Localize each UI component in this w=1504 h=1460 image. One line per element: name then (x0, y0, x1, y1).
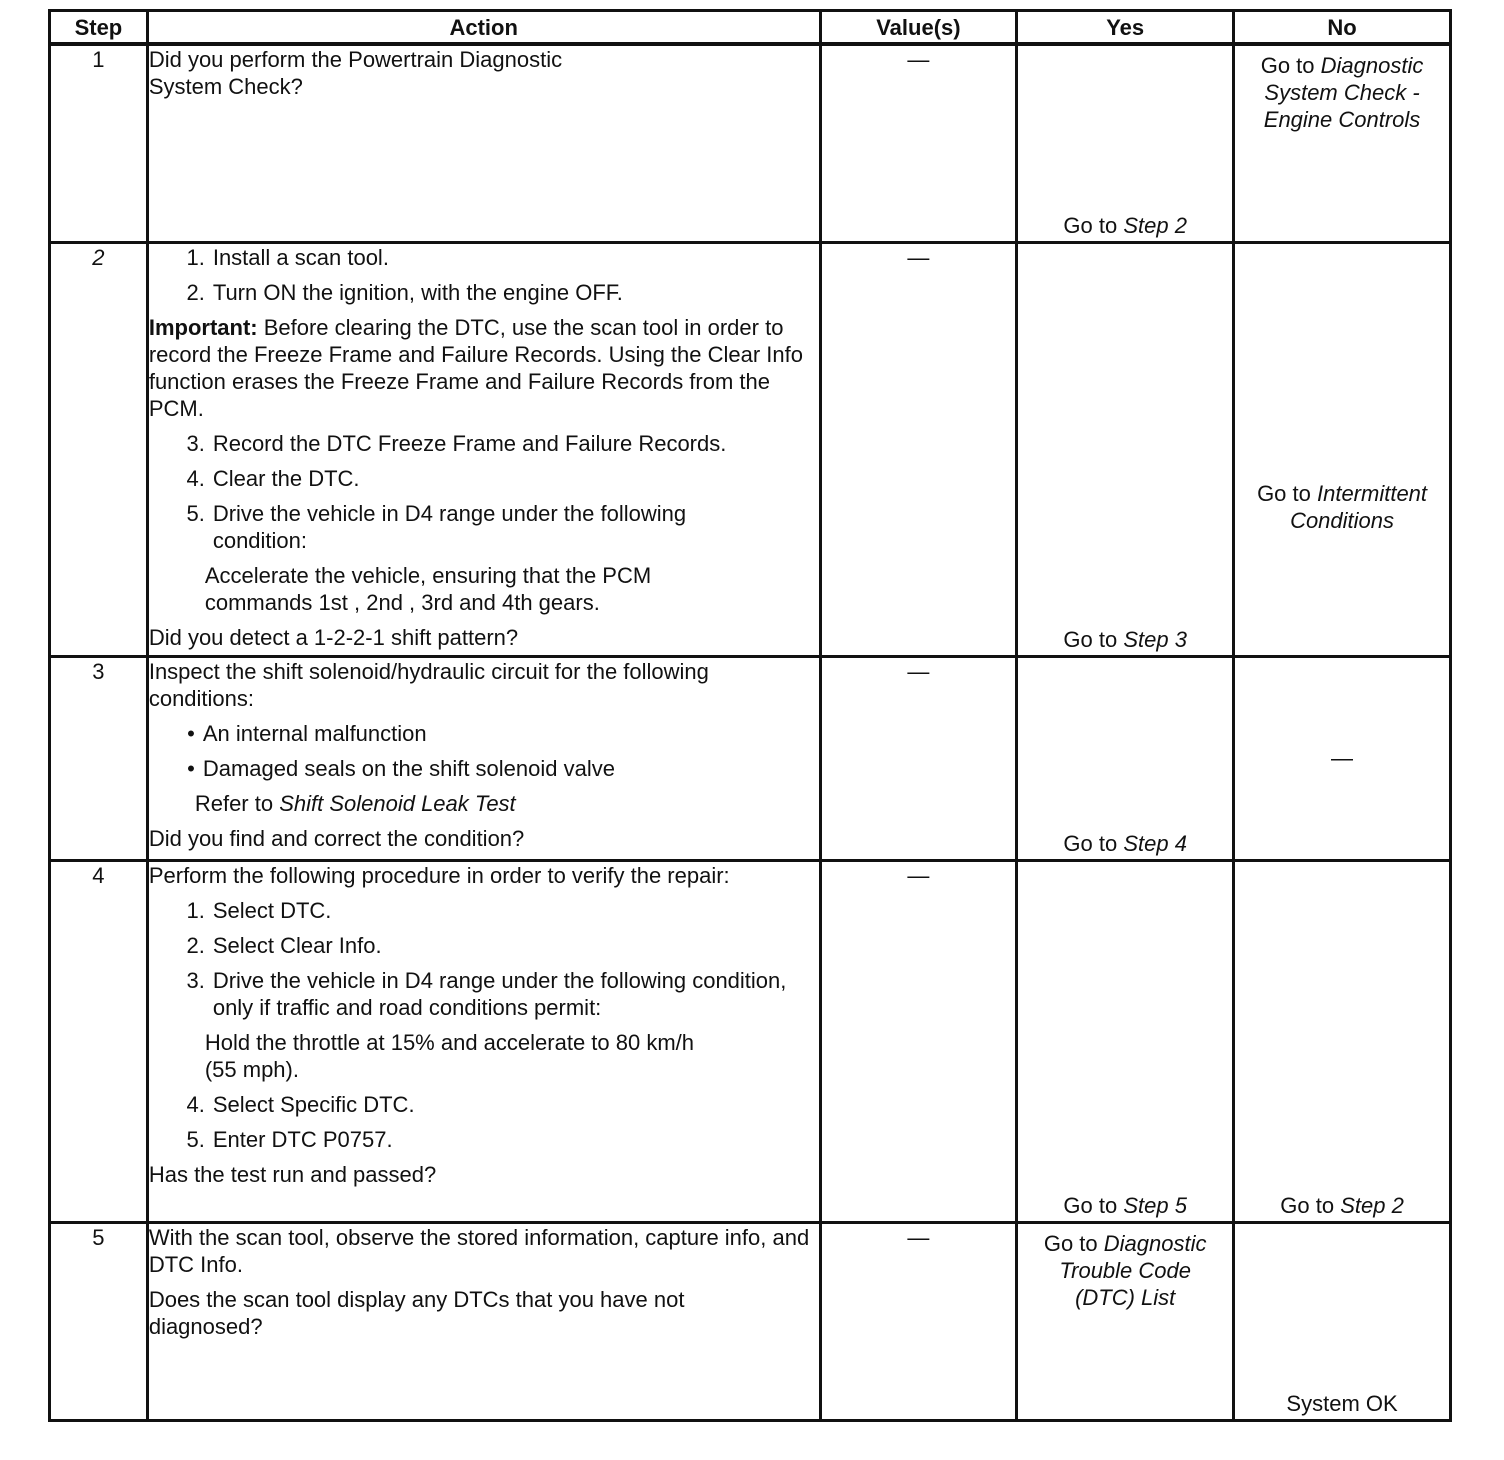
yes-prefix: Go to (1063, 830, 1124, 856)
list-item (149, 430, 819, 457)
no-cell (1234, 242, 1451, 656)
list-subtext: Hold the throttle at 15% and accelerate to 80 km/h (55 mph). (204, 1029, 695, 1082)
list-subtext: Accelerate the vehicle, ensuring that the PCM commands 1st , 2nd , 3rd and 4th gears. (204, 562, 652, 615)
list-number: 1. (186, 244, 205, 270)
value-dash: — (907, 47, 930, 72)
table-row (50, 656, 1451, 860)
bullet-text: An internal malfunction (202, 720, 427, 746)
no-link[interactable] (1235, 1192, 1449, 1219)
important-note (149, 314, 819, 422)
list-number: 5. (186, 1126, 205, 1152)
list-number: 2. (186, 279, 205, 305)
important-label: Important: (148, 314, 258, 340)
table-row (50, 242, 1451, 656)
header-yes: Yes (1017, 11, 1234, 45)
action-cell (147, 860, 820, 1222)
header-action: Action (147, 11, 820, 45)
step-number: 2 (50, 242, 148, 656)
yes-target: Step 4 (1123, 830, 1187, 856)
list-item (149, 1126, 819, 1153)
yes-cell (1017, 44, 1234, 242)
yes-prefix: Go to (1063, 626, 1124, 652)
list-text: Turn ON the ignition, with the engine OFF. (212, 279, 623, 305)
value-dash: — (907, 1224, 930, 1250)
step-number: 3 (50, 656, 148, 860)
action-cell (147, 44, 820, 242)
value-dash: — (907, 862, 930, 888)
no-cell (1234, 44, 1451, 242)
question-text: Did you detect a 1-2-2-1 shift pattern? (148, 624, 519, 650)
yes-link[interactable] (1018, 626, 1232, 653)
refer-link[interactable]: Shift Solenoid Leak Test (279, 790, 516, 816)
intro-text: Perform the following procedure in order to verify the repair: (148, 862, 730, 888)
list-number: 4. (186, 465, 205, 491)
body-text: With the scan tool, observe the stored information, capture info, and DTC Info. (148, 1224, 810, 1277)
no-link[interactable] (1235, 46, 1449, 133)
yes-prefix: Go to (1043, 1230, 1104, 1256)
no-cell (1234, 656, 1451, 860)
bullet-glyph: • (187, 720, 195, 746)
no-target: Step 2 (1340, 1192, 1404, 1218)
list-text: Drive the vehicle in D4 range under the following condition: (212, 500, 687, 553)
list-item (149, 465, 819, 492)
bullet-item (149, 720, 819, 747)
action-cell (147, 1222, 820, 1420)
bullet-item (149, 755, 819, 782)
list-number: 3. (186, 430, 205, 456)
list-text: Record the DTC Freeze Frame and Failure Records. (212, 430, 727, 456)
action-cell (147, 656, 820, 860)
yes-target: Diagnostic Trouble Code (DTC) List (1059, 1230, 1207, 1310)
step-number: 4 (50, 860, 148, 1222)
no-cell (1234, 860, 1451, 1222)
yes-cell (1017, 656, 1234, 860)
question-text: Does the scan tool display any DTCs that you have not diagnosed? (148, 1286, 685, 1339)
yes-link[interactable] (1018, 1192, 1232, 1219)
value-cell (820, 656, 1017, 860)
table-row (50, 44, 1451, 242)
list-item (149, 279, 819, 306)
value-dash: — (907, 658, 930, 684)
yes-target: Step 5 (1123, 1192, 1187, 1218)
list-item (149, 500, 819, 554)
list-number: 3. (186, 967, 205, 993)
list-text: Enter DTC P0757. (212, 1126, 393, 1152)
yes-cell (1017, 860, 1234, 1222)
intro-text: Inspect the shift solenoid/hydraulic circuit for the following conditions: (148, 658, 709, 711)
header-values: Value(s) (820, 11, 1017, 45)
header-row (50, 11, 1451, 45)
yes-link[interactable] (1018, 1224, 1232, 1311)
no-prefix: Go to (1260, 53, 1321, 78)
yes-target: Step 3 (1123, 626, 1187, 652)
list-number: 5. (186, 500, 205, 526)
yes-cell (1017, 1222, 1234, 1420)
list-text: Select DTC. (212, 897, 332, 923)
value-dash: — (907, 244, 930, 270)
value-cell (820, 44, 1017, 242)
list-number: 4. (186, 1091, 205, 1117)
yes-prefix: Go to (1063, 1192, 1124, 1218)
yes-target: Step 2 (1123, 212, 1187, 238)
no-value: System OK (1286, 1390, 1398, 1416)
table-row (50, 860, 1451, 1222)
refer-prefix: Refer to (194, 790, 280, 816)
list-text: Select Specific DTC. (212, 1091, 415, 1117)
no-link[interactable] (1235, 480, 1449, 534)
action-cell (147, 242, 820, 656)
value-cell (820, 860, 1017, 1222)
list-item (149, 1091, 819, 1118)
step-number: 5 (50, 1222, 148, 1420)
value-cell (820, 242, 1017, 656)
no-value: — (1331, 745, 1354, 771)
no-prefix: Go to (1257, 480, 1317, 506)
no-target: Intermittent Conditions (1290, 480, 1428, 533)
header-step: Step (50, 11, 148, 45)
table-row (50, 1222, 1451, 1420)
list-number: 1. (186, 897, 205, 923)
no-cell (1234, 1222, 1451, 1420)
bullet-text: Damaged seals on the shift solenoid valve (202, 755, 615, 781)
refer-text (195, 790, 819, 817)
bullet-glyph: • (187, 755, 195, 781)
yes-link[interactable] (1018, 830, 1232, 857)
question-text: Has the test run and passed? (148, 1161, 437, 1187)
no-target: Diagnostic System Check - Engine Controls (1263, 53, 1424, 132)
list-number: 2. (186, 932, 205, 958)
header-no: No (1234, 11, 1451, 45)
yes-cell (1017, 242, 1234, 656)
question-text: Did you perform the Powertrain Diagnostic System Check? (148, 47, 563, 99)
list-text: Clear the DTC. (212, 465, 360, 491)
list-item (149, 932, 819, 959)
no-prefix: Go to (1280, 1192, 1341, 1218)
diagnostic-table (48, 9, 1452, 1422)
list-item (149, 897, 819, 924)
list-text: Select Clear Info. (212, 932, 382, 958)
value-cell (820, 1222, 1017, 1420)
step-number: 1 (50, 44, 148, 242)
list-item (149, 967, 819, 1021)
list-text: Drive the vehicle in D4 range under the following condition, only if traffic and road conditions permit: (212, 967, 787, 1020)
yes-prefix: Go to (1063, 212, 1124, 238)
question-text: Did you find and correct the condition? (148, 825, 525, 851)
important-text: Before clearing the DTC, use the scan tool in order to record the Freeze Frame and Failure Records. Using the Clear Info function erases the Freeze Frame and Failure Records from the PCM. (148, 314, 804, 421)
yes-link[interactable] (1018, 212, 1232, 239)
list-text: Install a scan tool. (212, 244, 389, 270)
list-item (149, 244, 819, 271)
